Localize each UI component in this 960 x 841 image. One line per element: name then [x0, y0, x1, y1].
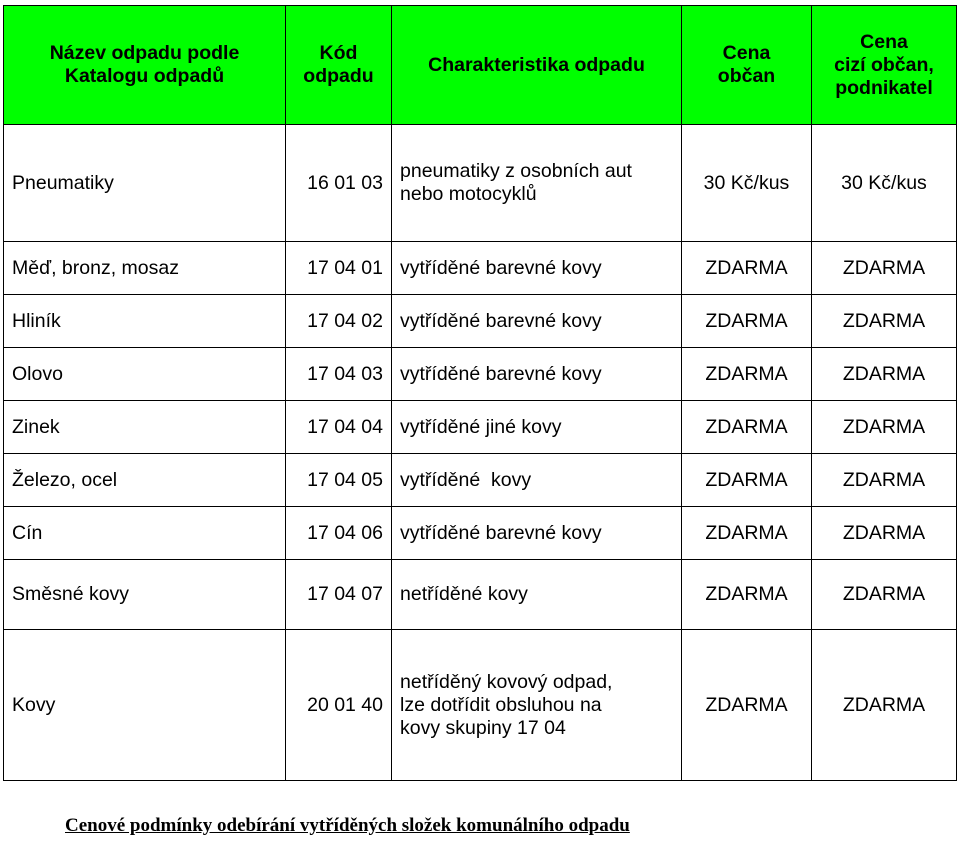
cell-characteristics: vytříděné barevné kovy [392, 348, 682, 401]
cell-price-citizen: ZDARMA [682, 348, 812, 401]
cell-price-citizen: ZDARMA [682, 560, 812, 630]
cell-characteristics: netříděný kovový odpad, lze dotřídit obsluhou na kovy skupiny 17 04 [392, 630, 682, 781]
header-price-foreign-business: Cena cizí občan, podnikatel [812, 5, 957, 125]
cell-waste-code: 17 04 07 [286, 560, 392, 630]
cell-waste-code: 20 01 40 [286, 630, 392, 781]
cell-waste-code: 17 04 06 [286, 507, 392, 560]
cell-price-citizen: 30 Kč/kus [682, 125, 812, 242]
cell-characteristics: vytříděné barevné kovy [392, 295, 682, 348]
cell-price-foreign-business: ZDARMA [812, 454, 957, 507]
header-waste-code: Kód odpadu [286, 5, 392, 125]
cell-price-foreign-business: ZDARMA [812, 507, 957, 560]
cell-price-foreign-business: ZDARMA [812, 560, 957, 630]
waste-price-table [3, 5, 957, 781]
header-waste-name: Název odpadu podle Katalogu odpadů [3, 5, 286, 125]
cell-price-foreign-business: ZDARMA [812, 295, 957, 348]
table-row [3, 295, 957, 348]
table-row [3, 560, 957, 630]
cell-characteristics: vytříděné kovy [392, 454, 682, 507]
cell-waste-name: Měď, bronz, mosaz [3, 242, 286, 295]
cell-waste-code: 17 04 01 [286, 242, 392, 295]
cell-price-foreign-business: ZDARMA [812, 348, 957, 401]
cell-characteristics: netříděné kovy [392, 560, 682, 630]
cell-waste-name: Olovo [3, 348, 286, 401]
cell-waste-code: 17 04 04 [286, 401, 392, 454]
cell-price-citizen: ZDARMA [682, 507, 812, 560]
cell-price-citizen: ZDARMA [682, 630, 812, 781]
table-row [3, 630, 957, 781]
cell-price-citizen: ZDARMA [682, 242, 812, 295]
cell-characteristics: vytříděné jiné kovy [392, 401, 682, 454]
price-conditions-title: Cenové podmínky odebírání vytříděných složek komunálního odpadu [65, 815, 630, 836]
cell-characteristics: vytříděné barevné kovy [392, 507, 682, 560]
cell-characteristics: pneumatiky z osobních aut nebo motocyklů [392, 125, 682, 242]
table-row [3, 507, 957, 560]
cell-waste-name: Směsné kovy [3, 560, 286, 630]
table-row [3, 454, 957, 507]
cell-waste-name: Hliník [3, 295, 286, 348]
cell-waste-code: 17 04 05 [286, 454, 392, 507]
header-price-citizen: Cena občan [682, 5, 812, 125]
table-row [3, 348, 957, 401]
cell-waste-name: Kovy [3, 630, 286, 781]
cell-waste-name: Pneumatiky [3, 125, 286, 242]
cell-waste-name: Zinek [3, 401, 286, 454]
cell-price-foreign-business: ZDARMA [812, 242, 957, 295]
cell-price-citizen: ZDARMA [682, 454, 812, 507]
cell-waste-code: 17 04 03 [286, 348, 392, 401]
table-row [3, 125, 957, 242]
table-row [3, 242, 957, 295]
table-header-row [3, 5, 957, 125]
cell-price-citizen: ZDARMA [682, 295, 812, 348]
cell-waste-code: 17 04 02 [286, 295, 392, 348]
cell-price-foreign-business: 30 Kč/kus [812, 125, 957, 242]
cell-characteristics: vytříděné barevné kovy [392, 242, 682, 295]
cell-price-citizen: ZDARMA [682, 401, 812, 454]
table-row [3, 401, 957, 454]
cell-waste-name: Železo, ocel [3, 454, 286, 507]
cell-waste-code: 16 01 03 [286, 125, 392, 242]
cell-price-foreign-business: ZDARMA [812, 401, 957, 454]
cell-waste-name: Cín [3, 507, 286, 560]
cell-price-foreign-business: ZDARMA [812, 630, 957, 781]
header-characteristics: Charakteristika odpadu [392, 5, 682, 125]
